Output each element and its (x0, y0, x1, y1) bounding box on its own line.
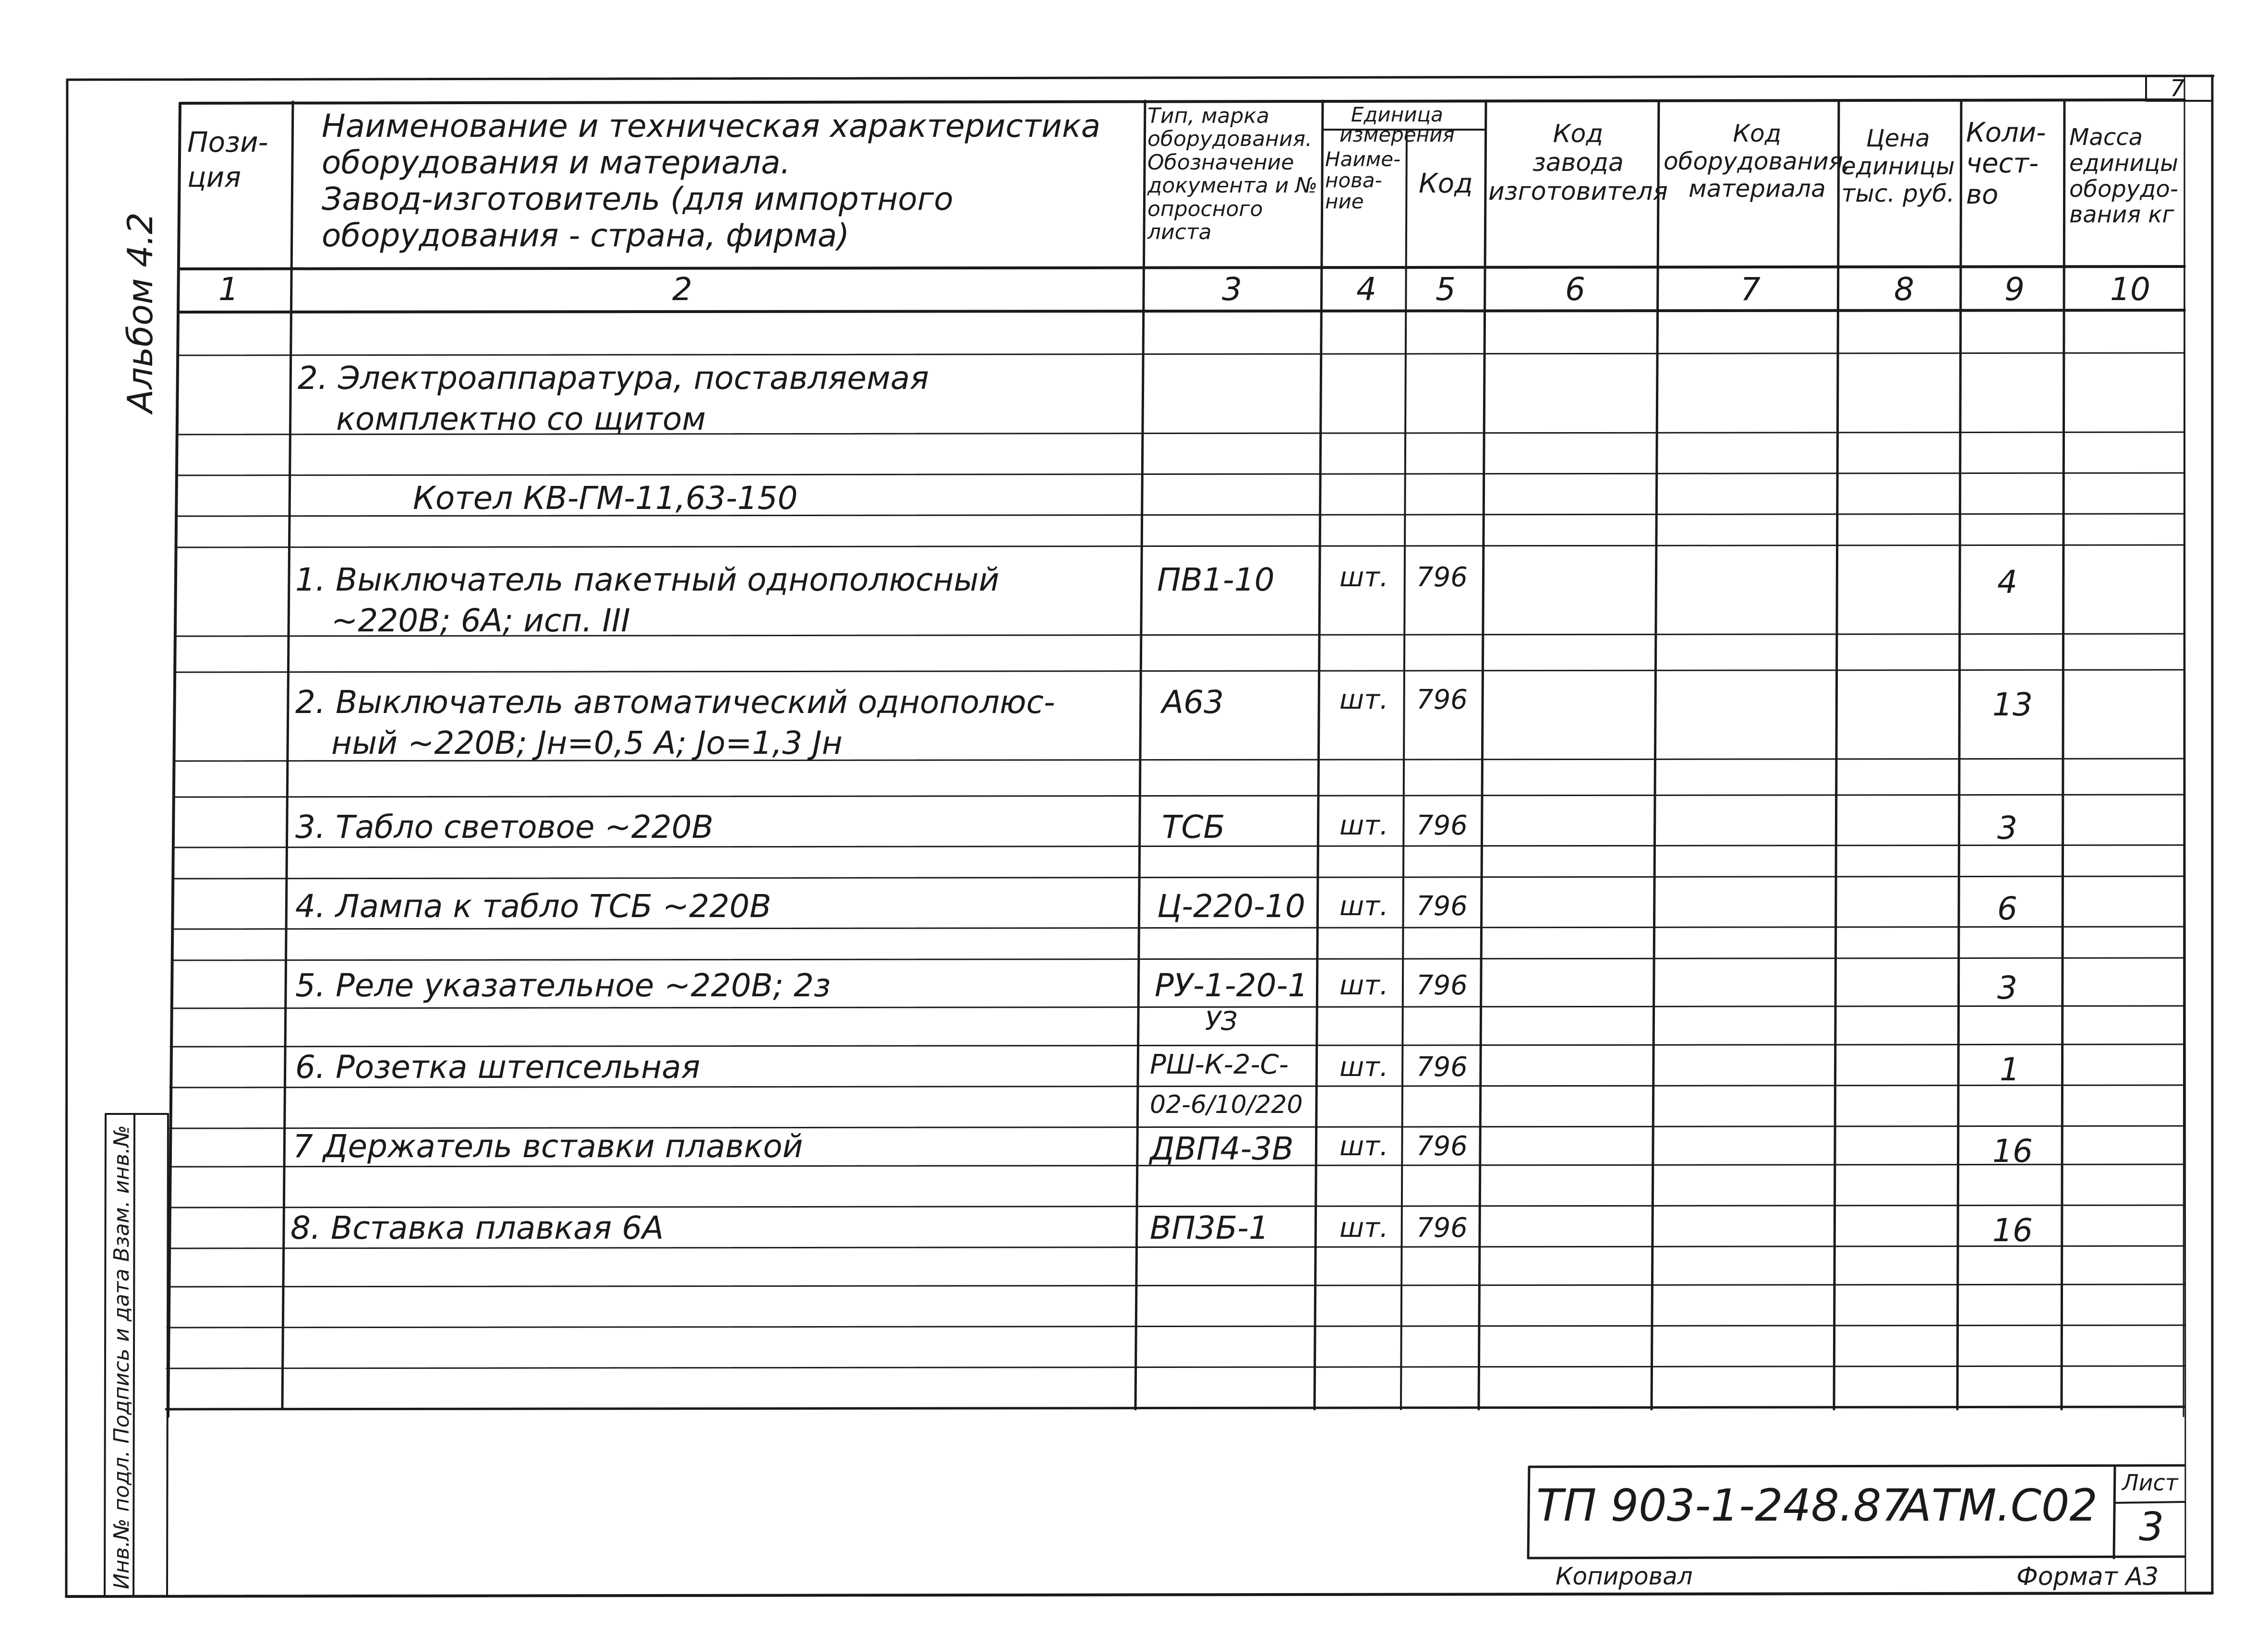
item-quantity: 16 (1992, 1212, 2033, 1249)
column-number: 7 (1740, 271, 1761, 308)
item-unit-code: 796 (1416, 1212, 1468, 1244)
header-type: Тип, марка оборудования. Обозначение документа и № опросного листа (1147, 104, 1317, 244)
item-unit: шт. (1339, 810, 1388, 841)
item-name: 1. Выключатель пакетный однополюсный (295, 561, 1000, 598)
section-title-cont: комплектно со щитом (336, 400, 706, 437)
header-unit: Единица измерения (1339, 103, 1455, 146)
item-unit: шт. (1339, 1212, 1388, 1244)
item-unit-code: 796 (1416, 1131, 1468, 1162)
item-name: 3. Табло световое ~220В (295, 809, 713, 846)
item-unit: шт. (1339, 1131, 1388, 1162)
album-label: Альбом 4.2 (120, 212, 160, 413)
item-type: РШ-К-2-С- (1150, 1049, 1289, 1080)
item-quantity: 1 (2000, 1051, 2020, 1088)
column-number: 2 (672, 271, 692, 308)
column-number: 1 (218, 271, 239, 308)
header-name: Наименование и техническая характеристика оборудования и материала. Завод-изготовитель (для импортного оборудования - страна, фирма) (322, 108, 1101, 254)
format-label: Формат А3 (2016, 1562, 2159, 1591)
column-number: 6 (1565, 271, 1585, 308)
item-name-cont: ~220В; 6А; исп. III (331, 602, 630, 639)
item-unit-code: 796 (1416, 810, 1468, 841)
document-code: АТМ.С02 (1901, 1480, 2098, 1531)
item-quantity: 6 (1997, 890, 2017, 927)
column-number: 4 (1356, 271, 1376, 308)
item-quantity: 3 (1997, 810, 2017, 846)
sheet-label: Лист (2122, 1470, 2178, 1496)
item-type: ВП3Б-1 (1150, 1209, 1269, 1246)
item-unit: шт. (1339, 970, 1388, 1001)
item-type: ПВ1-10 (1157, 561, 1275, 598)
column-number: 8 (1894, 271, 1914, 308)
document-number: ТП 903-1-248.87 (1536, 1480, 1910, 1531)
sheet-corner-number: 7 (2170, 75, 2185, 102)
header-equipment-code: Код оборудования, материала (1664, 120, 1851, 203)
item-unit-code: 796 (1416, 970, 1468, 1001)
section-title: 2. Электроаппаратура, поставляемая (298, 360, 929, 397)
column-number: 10 (2110, 271, 2150, 308)
item-unit: шт. (1339, 891, 1388, 922)
item-unit-code: 796 (1416, 684, 1468, 715)
item-unit-code: 796 (1416, 891, 1468, 922)
item-quantity: 13 (1992, 686, 2033, 723)
item-unit: шт. (1339, 1052, 1388, 1083)
column-number: 3 (1222, 271, 1242, 308)
header-quantity: Коли- чест- во (1966, 117, 2046, 210)
item-name-cont: ный ~220В; Jн=0,5 А; Jо=1,3 Jн (331, 725, 843, 762)
item-type: ДВП4-3В (1150, 1130, 1294, 1167)
item-type-cont: УЗ (1205, 1006, 1238, 1036)
item-type: РУ-1-20-1 (1155, 967, 1308, 1004)
item-quantity: 4 (1997, 564, 2017, 601)
header-unit-name: Наиме- нова- ние (1325, 147, 1401, 214)
item-unit: шт. (1339, 684, 1388, 715)
item-name: 2. Выключатель автоматический однополюс- (295, 684, 1055, 721)
header-factory-code: Код завода изготовителя (1488, 120, 1668, 206)
item-unit-code: 796 (1416, 562, 1468, 593)
header-unit-code: Код (1419, 168, 1473, 199)
sheet-number: 3 (2139, 1504, 2164, 1550)
item-unit: шт. (1339, 562, 1388, 593)
header-price: Цена единицы тыс. руб. (1841, 124, 1955, 207)
item-quantity: 3 (1997, 969, 2017, 1006)
subsection-title: Котел КВ-ГМ-11,63-150 (413, 480, 798, 517)
item-name: 6. Розетка штепсельная (295, 1049, 700, 1086)
item-name: 7 Держатель вставки плавкой (293, 1128, 803, 1165)
item-name: 8. Вставка плавкая 6А (290, 1209, 664, 1246)
column-number: 9 (2004, 271, 2025, 308)
item-type: Ц-220-10 (1157, 888, 1305, 925)
column-number: 5 (1436, 271, 1456, 308)
item-unit-code: 796 (1416, 1052, 1468, 1083)
side-stamp-labels: Инв.№ подл. Подпись и дата Взам. инв.№ (109, 1125, 134, 1589)
item-type-cont: 02-6/10/220 (1150, 1090, 1303, 1119)
copied-by-label: Копировал (1556, 1562, 1693, 1590)
item-name: 5. Реле указательное ~220В; 2з (295, 967, 831, 1004)
header-position: Пози- ция (187, 126, 268, 193)
header-mass: Масса единицы оборудо- вания кг (2069, 124, 2179, 229)
item-name: 4. Лампа к табло ТСБ ~220В (295, 888, 772, 925)
item-type: ТСБ (1162, 809, 1225, 846)
item-type: А63 (1162, 684, 1224, 721)
item-quantity: 16 (1992, 1133, 2033, 1170)
